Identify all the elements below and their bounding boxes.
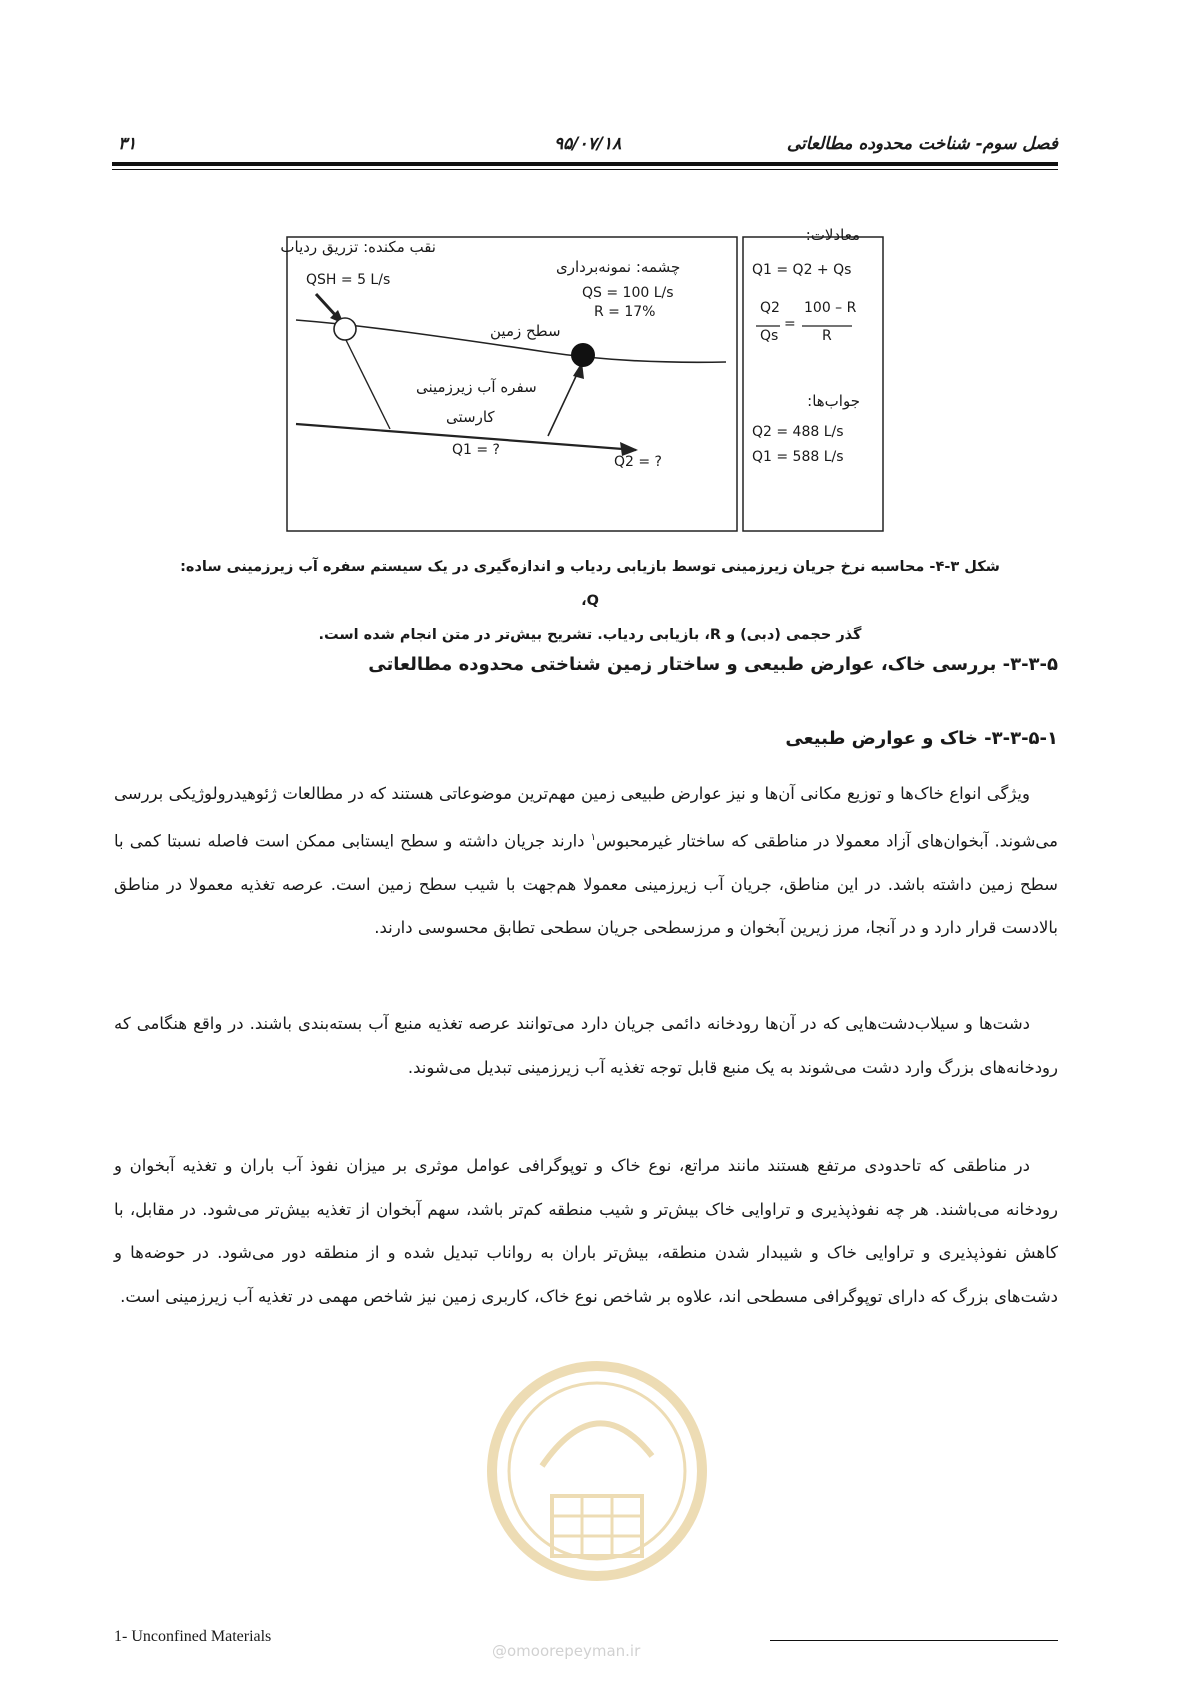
paragraph-1-rest: دارند جریان داشته و سطح ایستابی ممکن است فاصله نسبتا کمی با سطح زمین داشته باشد. در این مناطق، جریان آب زیرزمینی معمولا هم‌جهت با شیب سطح زمین است. عرصه تغذیه معمولا در مناطق بالادست قرار دارد و در آنجا، مرز زیرین آبخوان و مرزسطحی جریان سطحی تطابق محسوسی دارند. <box>114 831 1058 937</box>
aquifer-label-line1: سفره آب زیرزمینی <box>416 378 537 396</box>
header-rule-thin <box>112 169 1058 170</box>
spring-marker <box>571 343 595 367</box>
answers-title: جواب‌ها: <box>807 392 860 410</box>
figure-caption <box>170 550 1010 652</box>
aquifer-label-line2: کارستی <box>446 408 495 426</box>
equation-1: Q1 = Q2 + Qs <box>752 262 852 278</box>
q1-label: Q1 = ? <box>452 442 500 458</box>
caption-line-1: شکل ۳-۴- محاسبه نرخ جریان زیرزمینی توسط بازیابی ردیاب و اندازه‌گیری در یک سیستم سفره آب زیرزمینی ساده: Q، <box>180 559 1000 609</box>
paragraph-1 <box>114 772 1058 950</box>
spring-conduit <box>548 372 578 436</box>
eq2-equals: = <box>784 316 796 332</box>
footnote-rule <box>770 1640 1058 1641</box>
eq2-right-numerator: 100 – R <box>804 300 857 316</box>
paragraph-2-text: دشت‌ها و سیلاب‌دشت‌هایی که در آن‌ها رودخانه دائمی جریان دارد می‌توانند عرصه تغذیه منبع آب بسته‌بندی باشند. در واقع هنگامی که رودخانه‌های بزرگ وارد دشت می‌شوند به یک منبع قابل توجه تغذیه آب زیرزمینی تبدیل می‌شوند. <box>114 1014 1058 1077</box>
sinkhole-marker <box>334 318 356 340</box>
figure-tracer-diagram <box>280 226 886 536</box>
paragraph-2 <box>114 1002 1058 1089</box>
spring-recovery: R = 17% <box>594 304 656 320</box>
spring-flow: QS = 100 L/s <box>582 285 674 301</box>
eq2-right-denominator: R <box>822 328 832 344</box>
subsection-heading: ۳-۳-۵-۱- خاک و عوارض طبیعی <box>785 728 1058 749</box>
watermark <box>472 1346 722 1666</box>
equations-title: معادلات: <box>805 226 860 244</box>
watermark-seal <box>472 1346 722 1636</box>
eq2-left-denominator: Qs <box>760 328 779 344</box>
paragraph-3-text: در مناطقی که تاحدودی مرتفع هستند مانند مراتع، نوع خاک و توپوگرافی عوامل موثری بر میزان نفوذ آب باران و تغذیه آبخوان و رودخانه می‌باشند. هر چه نفوذپذیری و تراوایی خاک بیش‌تر و شیب منطقه کم‌تر باشد، سهم آبخوان از تغذیه بیش‌تر می‌شود. در مقابل، با کاهش نفوذپذیری و تراوایی خاک و شیبدار شدن منطقه، بیش‌تر باران به رواناب تبدیل شده و از منطقه دور می‌شود. در حوضه‌ها و دشت‌های بزرگ که دارای توپوگرافی مسطحی اند، علاوه بر شاخص نوع خاک، کاربری زمین نیز شاخص مهمی در تغذیه آب زیرزمینی است. <box>114 1156 1058 1306</box>
sinkhole-label: نقب مکنده: تزریق ردیاب <box>280 238 436 256</box>
footnote-ref: ۱ <box>590 831 597 843</box>
answer-1: Q2 = 488 L/s <box>752 424 844 440</box>
eq2-left-numerator: Q2 <box>760 300 780 316</box>
sinkhole-flow: QSH = 5 L/s <box>306 272 391 288</box>
footnote: 1- Unconfined Materials <box>114 1628 272 1645</box>
paragraph-1-text: ویژگی انواع خاک‌ها و توزیع مکانی آن‌ها و نیز عوارض طبیعی زمین مهم‌ترین موضوعاتی هستند که در مطالعات ژئوهیدرولوژیکی بررسی می‌شوند. آبخوان‌های آزاد معمولا در مناطقی که ساختار غیرمحبوس <box>114 784 1058 850</box>
section-heading: ۳-۳-۵- بررسی خاک، عوارض طبیعی و ساختار زمین شناختی محدوده مطالعاتی <box>368 654 1058 675</box>
caption-line-2: گذر حجمی (دبی) و R، بازیابی ردیاب. تشریح بیش‌تر در متن انجام شده است. <box>318 627 862 643</box>
header-rule-thick <box>112 162 1058 166</box>
watermark-site: @omoorepeyman.ir <box>492 1642 641 1660</box>
answer-2: Q1 = 588 L/s <box>752 449 844 465</box>
page-number: ۳۱ <box>118 134 137 154</box>
spring-label: چشمه: نمونه‌برداری <box>556 258 681 276</box>
header-date: ۹۵/۰۷/۱۸ <box>554 134 622 154</box>
paragraph-3 <box>114 1144 1058 1318</box>
ground-surface-label: سطح زمین <box>490 322 561 340</box>
right-panel-frame <box>743 237 883 531</box>
sinkhole-conduit <box>345 338 390 429</box>
q2-label: Q2 = ? <box>614 454 662 470</box>
chapter-title: فصل سوم- شناخت محدوده مطالعاتی <box>786 134 1058 154</box>
